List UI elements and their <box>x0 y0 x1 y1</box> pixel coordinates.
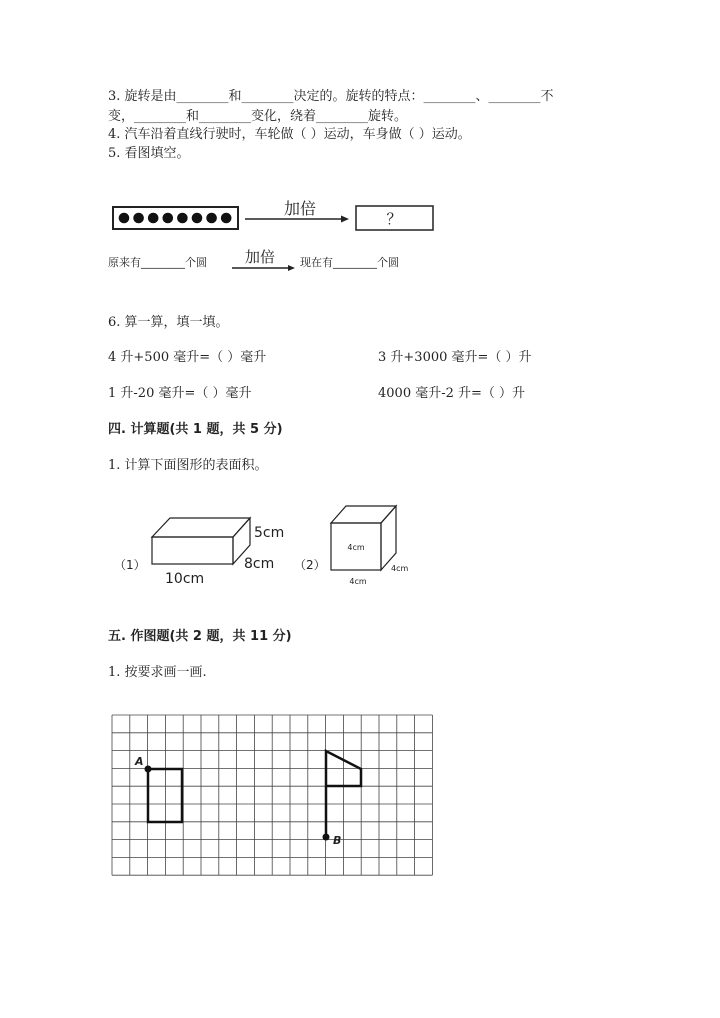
cuboid <box>152 518 250 564</box>
section5-q1: 1. 按要求画一画. <box>108 665 207 680</box>
circle-dot <box>148 213 159 224</box>
cuboid-length-label: 10cm <box>165 571 205 587</box>
double-arrow-head-2 <box>288 265 295 271</box>
q3-line2: 变，________和________变化，绕着________旋转。 <box>108 109 408 124</box>
q4-text: 4. 汽车沿着直线行驶时，车轮做（ ）运动，车身做（ ）运动。 <box>108 127 471 142</box>
circle-dot <box>163 213 174 224</box>
q5-title: 5. 看图填空。 <box>108 146 190 161</box>
double-label-2: 加倍 <box>244 248 276 266</box>
cuboid-front-face <box>152 537 233 564</box>
circle-dot <box>192 213 203 224</box>
circle-dot <box>133 213 144 224</box>
cube-top-face <box>331 506 396 523</box>
solid-figures <box>0 495 720 605</box>
cube-front-label: 4cm <box>347 543 365 552</box>
point-a-dot <box>145 766 152 773</box>
point-a-label: A <box>135 755 144 768</box>
q6-item-4: 4000 毫升-2 升=（ ）升 <box>378 386 526 401</box>
section4-q1: 1. 计算下面图形的表面积。 <box>108 458 268 473</box>
cube-bottom-label: 4cm <box>349 577 367 586</box>
original-count-text: 原来有________个圆 <box>108 256 207 269</box>
q6-title: 6. 算一算，填一填。 <box>108 315 229 330</box>
circle-dot <box>206 213 217 224</box>
circle-dot <box>119 213 130 224</box>
cuboid-height-label: 5cm <box>254 525 285 541</box>
cube-side-face <box>381 506 396 570</box>
double-label: 加倍 <box>283 199 317 218</box>
double-arrow-head <box>341 216 349 223</box>
doubling-diagram <box>0 190 720 310</box>
figure-2-label: （2） <box>294 558 326 572</box>
cuboid-width-label: 8cm <box>244 556 275 572</box>
circle-row <box>119 213 232 224</box>
grid-lines <box>112 715 432 875</box>
circle-dot <box>177 213 188 224</box>
cube <box>331 506 396 570</box>
point-b-dot <box>323 834 330 841</box>
drawing-grid <box>0 705 720 885</box>
q6-item-2: 3 升+3000 毫升=（ ）升 <box>378 350 532 365</box>
section5-heading: 五. 作图题(共 2 题，共 11 分) <box>108 629 292 644</box>
question-mark: ？ <box>386 210 402 228</box>
q6-item-3: 1 升-20 毫升=（ ）毫升 <box>108 386 252 401</box>
circle-dot <box>221 213 232 224</box>
q6-item-1: 4 升+500 毫升=（ ）毫升 <box>108 350 267 365</box>
q3-line1: 3. 旋转是由________和________决定的。旋转的特点：________、________不 <box>108 89 554 104</box>
figure-1-label: （1） <box>114 558 146 572</box>
cube-side-label: 4cm <box>391 564 409 573</box>
point-b-label: B <box>333 834 342 847</box>
current-count-text: 现在有________个圆 <box>300 256 399 269</box>
circles-box <box>113 207 238 229</box>
section4-heading: 四. 计算题(共 1 题，共 5 分) <box>108 422 283 437</box>
